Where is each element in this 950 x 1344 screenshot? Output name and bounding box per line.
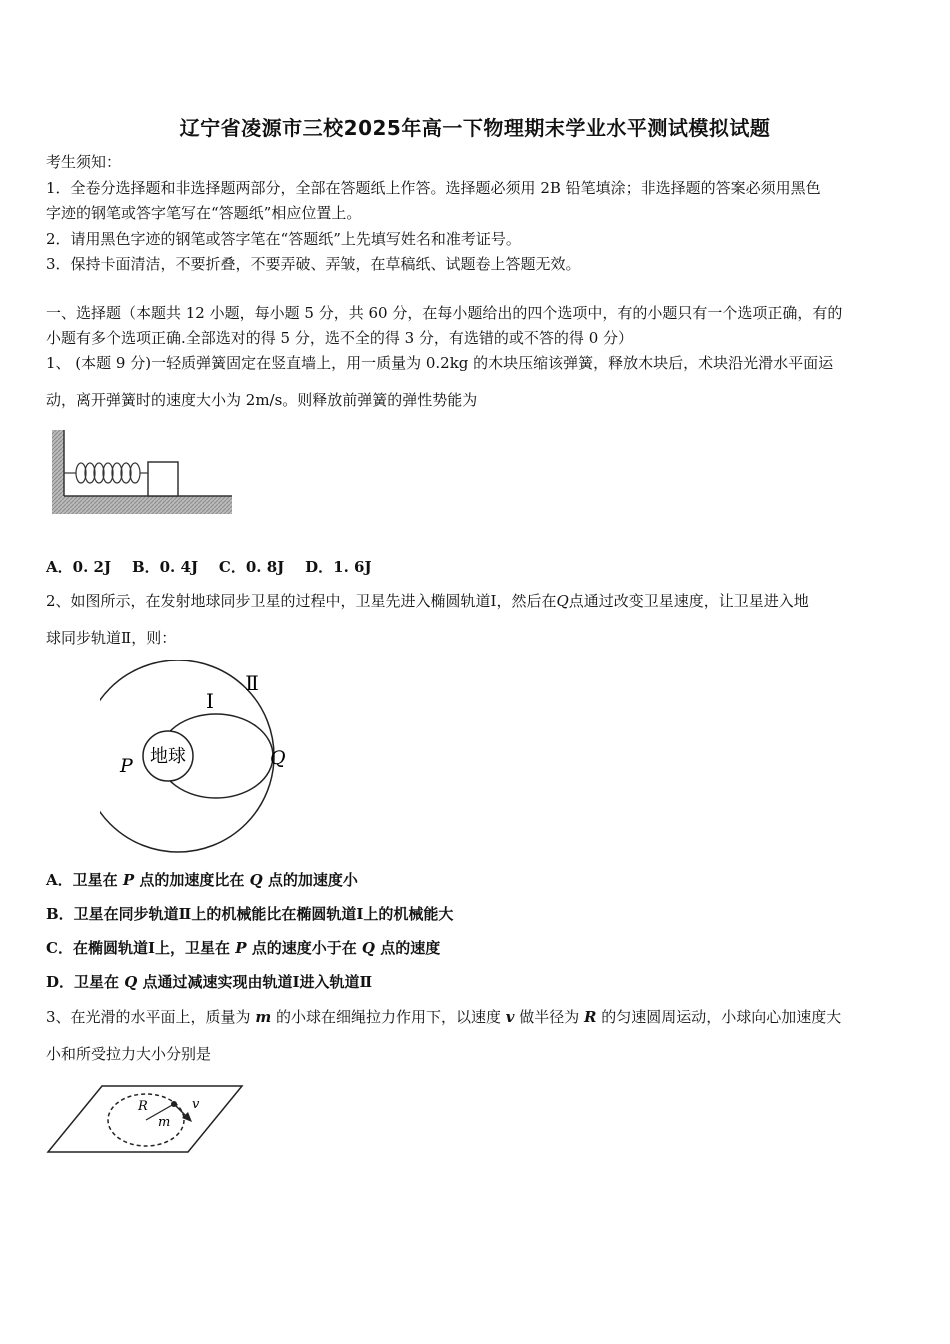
notice-item-3: 3．保持卡面清洁，不要折叠，不要弄破、弄皱，在草稿纸、试题卷上答题无效。 bbox=[46, 255, 581, 273]
option-text: 点的速度小于在 bbox=[246, 939, 362, 957]
option-text: 点的速度 bbox=[375, 939, 441, 957]
option-var: Q bbox=[361, 939, 375, 957]
floor bbox=[52, 496, 232, 514]
q3-stem-part: 做半径为 bbox=[514, 1008, 585, 1026]
option-var: Q bbox=[124, 973, 138, 991]
section-heading: 一、选择题（本题共 12 小题，每小题 5 分，共 60 分，在每小题给出的四个选项中，有的小题只有一个选项正确，有的 bbox=[46, 304, 843, 322]
q1-stem: 1、 (本题 9 分)一轻质弹簧固定在竖直墙上，用一质量为 0.2kg 的木块压缩该弹簧，释放木块后，术块沿光滑水平面运 bbox=[46, 354, 834, 372]
circular-motion-figure bbox=[46, 1082, 246, 1157]
q3-stem-var: v bbox=[505, 1008, 515, 1026]
mass-label: m bbox=[158, 1115, 171, 1130]
q2-stem-var: Q bbox=[556, 592, 569, 610]
option-text: A．卫星在 bbox=[46, 871, 123, 889]
q3-stem-var: R bbox=[584, 1008, 597, 1026]
q2-stem-part: 点通过改变卫星速度，让卫星进入地 bbox=[568, 592, 809, 610]
option-text: C．在椭圆轨道Ⅰ上，卫星在 bbox=[46, 939, 236, 957]
option-text: D．卫星在 bbox=[46, 973, 125, 991]
q2-stem bbox=[46, 591, 908, 611]
q2-stem-part: 2、如图所示，在发射地球同步卫星的过程中，卫星先进入椭圆轨道Ⅰ，然后在 bbox=[46, 592, 557, 610]
notice-heading: 考生须知： bbox=[46, 153, 122, 171]
q3-stem-part: 3、在光滑的水平面上，质量为 bbox=[46, 1008, 256, 1026]
q2-option-b: B．卫星在同步轨道Ⅱ上的机械能比在椭圆轨道Ⅰ上的机械能大 bbox=[46, 905, 454, 923]
q2-option-d bbox=[46, 972, 908, 992]
earth-label: 地球 bbox=[150, 746, 186, 767]
option-text: 点的加速度小 bbox=[262, 871, 358, 889]
notice-item-1-cont: 字迹的钢笔或答字笔写在“答题纸”相应位置上。 bbox=[46, 204, 362, 222]
point-p-label: P bbox=[120, 755, 133, 777]
wooden-block bbox=[148, 462, 178, 496]
q1-options: A．0. 2J B．0. 4J C．0. 8J D．1. 6J bbox=[46, 558, 372, 576]
q3-stem-part: 的小球在细绳拉力作用下，以速度 bbox=[271, 1008, 506, 1026]
q2-stem-cont: 球同步轨道Ⅱ，则： bbox=[46, 629, 177, 647]
spring bbox=[64, 463, 148, 483]
velocity-label: v bbox=[192, 1097, 200, 1112]
notice-item-2: 2．请用黑色字迹的钢笔或答字笔在“答题纸”上先填写姓名和准考证号。 bbox=[46, 230, 521, 248]
section-heading-cont: 小题有多个选项正确.全部选对的得 5 分，选不全的得 3 分，有选错的或不答的得 0 分） bbox=[46, 329, 634, 347]
radius-label: R bbox=[138, 1099, 148, 1114]
notice-item-1: 1．全卷分选择题和非选择题两部分，全部在答题纸上作答。选择题必须用 2B 铅笔填涂；非选择题的答案必须用黑色 bbox=[46, 179, 821, 197]
q2-option-c bbox=[46, 938, 908, 958]
q3-stem-cont: 小和所受拉力大小分别是 bbox=[46, 1045, 212, 1063]
q3-stem bbox=[46, 1007, 908, 1027]
orbit-1-label: Ⅰ bbox=[206, 689, 214, 713]
point-q-label: Q bbox=[270, 747, 286, 769]
orbit-2-label: Ⅱ bbox=[245, 671, 259, 695]
option-text: 点的加速度比在 bbox=[134, 871, 250, 889]
horizontal-plane bbox=[48, 1086, 242, 1152]
q3-stem-var: m bbox=[255, 1008, 272, 1026]
option-var: P bbox=[235, 939, 247, 957]
option-var: P bbox=[122, 871, 135, 889]
q1-stem-cont: 动，离开弹簧时的速度大小为 2m/s。则释放前弹簧的弹性势能为 bbox=[46, 391, 478, 409]
spring-block-figure bbox=[46, 428, 236, 518]
q2-option-a bbox=[46, 870, 908, 890]
option-text: 点通过减速实现由轨道Ⅰ进入轨道Ⅱ bbox=[137, 973, 373, 991]
q3-stem-part: 的匀速圆周运动，小球向心加速度大 bbox=[596, 1008, 842, 1026]
orbit-figure bbox=[100, 660, 310, 860]
page-title: 辽宁省凌源市三校2025年高一下物理期末学业水平测试模拟试题 bbox=[179, 116, 771, 140]
option-var: Q bbox=[249, 871, 263, 889]
